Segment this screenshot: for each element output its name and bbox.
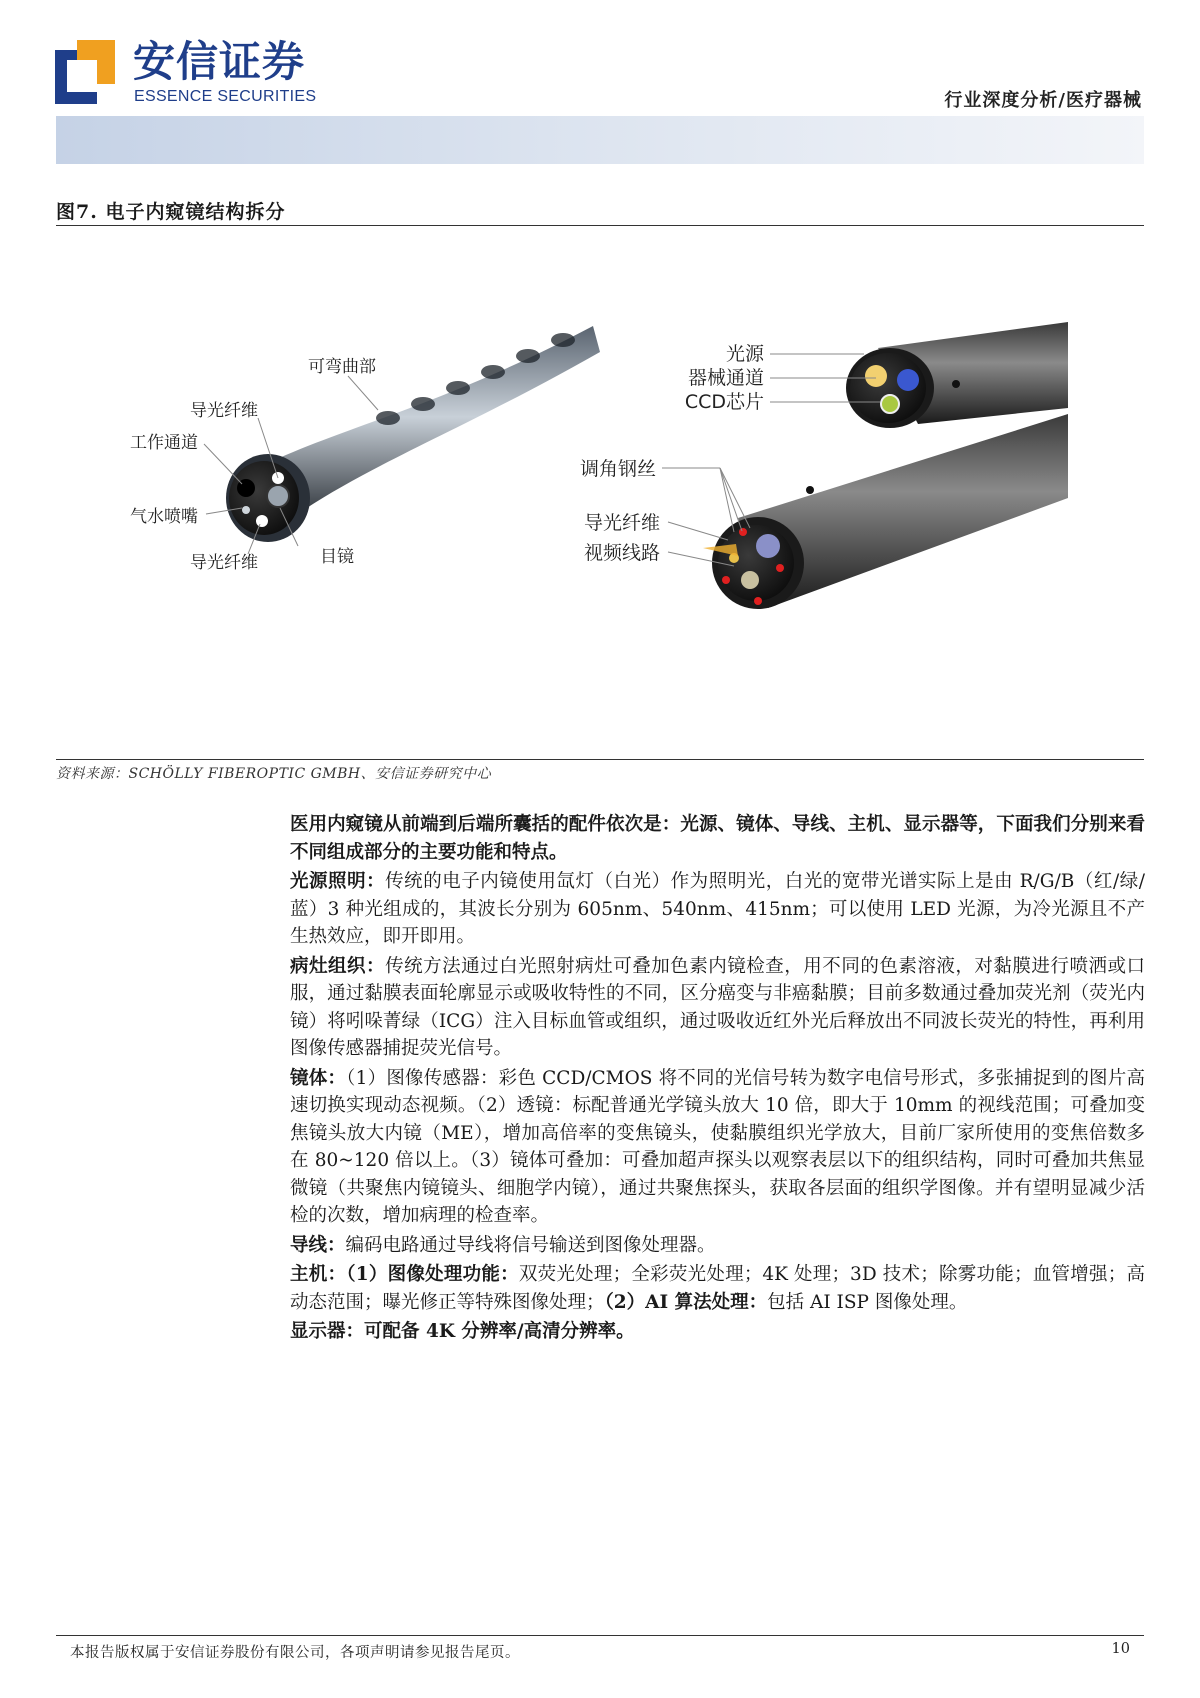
lesion-heading: 病灶组织： (290, 955, 386, 977)
figure-source: 资料来源：SCHÖLLY FIBEROPTIC GMBH、安信证券研究中心 (56, 766, 492, 782)
light-source-paragraph (290, 868, 1145, 951)
host-paragraph (290, 1261, 1145, 1316)
label-air-water-nozzle: 气水喷嘴 (130, 507, 198, 527)
label-light-guide-top: 导光纤维 (190, 401, 258, 421)
label-light-source: 光源 (725, 343, 764, 365)
header-band (56, 116, 1144, 164)
light-source-heading: 光源照明： (290, 871, 386, 892)
label-bending-section: 可弯曲部 (308, 357, 376, 377)
page-number: 10 (1111, 1641, 1130, 1657)
left-scope-image (226, 326, 600, 542)
footer-divider (56, 1635, 1144, 1636)
report-type: 行业深度分析/医疗器械 (944, 90, 1142, 111)
label-ccd-chip: CCD芯片 (684, 391, 764, 413)
host-heading: 主机： (290, 1264, 347, 1285)
label-angulation-wire: 调角钢丝 (579, 458, 656, 480)
display-heading: 显示器： (290, 1321, 365, 1342)
endoscope-figure (130, 318, 1068, 658)
label-eyepiece: 目镜 (320, 547, 354, 567)
display-text: 可配备 4K 分辨率/高清分辨率。 (364, 1321, 635, 1342)
wire-text: 编码电路通过导线将信号输送到图像处理器。 (345, 1234, 716, 1256)
label-video-circuit: 视频线路 (583, 542, 660, 564)
label-working-channel: 工作通道 (130, 433, 198, 453)
scope-text: （1）图像传感器：彩色 CCD/CMOS 将不同的光信号转为数字电信号形式，多张捕捉到的图片高速切换实现动态视频。（2）透镜：标配普通光学镜头放大 10 倍，即大于 10mm 的视线范围；可叠加变焦镜头放大内镜（ME），增加高倍率的变焦镜头，使黏膜组织光学放大，目前厂家所使用的变焦倍数多在 80~120 倍以上。（3）镜体可叠加：可叠加超声探头以观察表层以下的组织结构，同时可叠加共焦显微镜（共聚焦内镜镜头、细胞学内镜），通过共聚焦探头，获取各层面的组织学图像。并有望明显减少活检的次数，增加病理的检查率。 (290, 1067, 1145, 1226)
brand-name-cn: 安信证券 (133, 37, 306, 86)
host-subheading-1: （1）图像处理功能： (346, 1264, 519, 1285)
scope-paragraph (290, 1065, 1145, 1230)
footer-disclaimer: 本报告版权属于安信证券股份有限公司，各项声明请参见报告尾页。 (70, 1645, 520, 1661)
scope-heading: 镜体： (290, 1067, 347, 1089)
display-paragraph (290, 1318, 1145, 1346)
label-light-guide-fiber: 导光纤维 (583, 512, 660, 534)
host-subheading-2: （2）AI 算法处理： (604, 1291, 768, 1313)
lesion-paragraph (290, 953, 1145, 1063)
light-source-text: 传统的电子内镜使用氙灯（白光）作为照明光，白光的宽带光谱实际上是由 R/G/B（红/绿/蓝）3 种光组成的，其波长分别为 605nm、540nm、415nm；可以使用 LED 光源，为冷光源且不产生热效应，即开即用。 (290, 871, 1145, 947)
intro-paragraph: 医用内窥镜从前端到后端所囊括的配件依次是：光源、镜体、导线、主机、显示器等，下面我们分别来看不同组成部分的主要功能和特点。 (290, 814, 1145, 863)
host-text-1: 双荧光处理；全彩荧光处理；4K 处理；3D 技术；除雾功能；血管增强；高动态范围；曝光修正等特殊图像处理； (290, 1264, 1145, 1313)
company-logo (55, 40, 115, 104)
brand-name-en: ESSENCE SECURITIES (134, 88, 317, 105)
lesion-text: 传统方法通过白光照射病灶可叠加色素内镜检查，用不同的色素溶液，对黏膜进行喷洒或口服，通过黏膜表面轮廓显示或吸收特性的不同，区分癌变与非癌黏膜；目前多数通过叠加荧光剂（荧光内镜）将吲哚菁绿（ICG）注入目标血管或组织，通过吸收近红外光后释放出不同波长荧光的特性，再利用图像传感器捕捉荧光信号。 (290, 955, 1145, 1059)
label-instrument-channel: 器械通道 (687, 367, 764, 389)
divider (56, 759, 1144, 760)
divider (56, 225, 1144, 226)
wire-paragraph (290, 1232, 1145, 1260)
label-light-guide-bottom: 导光纤维 (190, 553, 258, 573)
host-text-2: 包括 AI ISP 图像处理。 (767, 1291, 968, 1313)
body-text (290, 811, 1145, 1348)
right-scope-image (703, 322, 1068, 609)
figure-title: 图7. 电子内窥镜结构拆分 (56, 201, 286, 223)
wire-heading: 导线： (290, 1234, 346, 1256)
